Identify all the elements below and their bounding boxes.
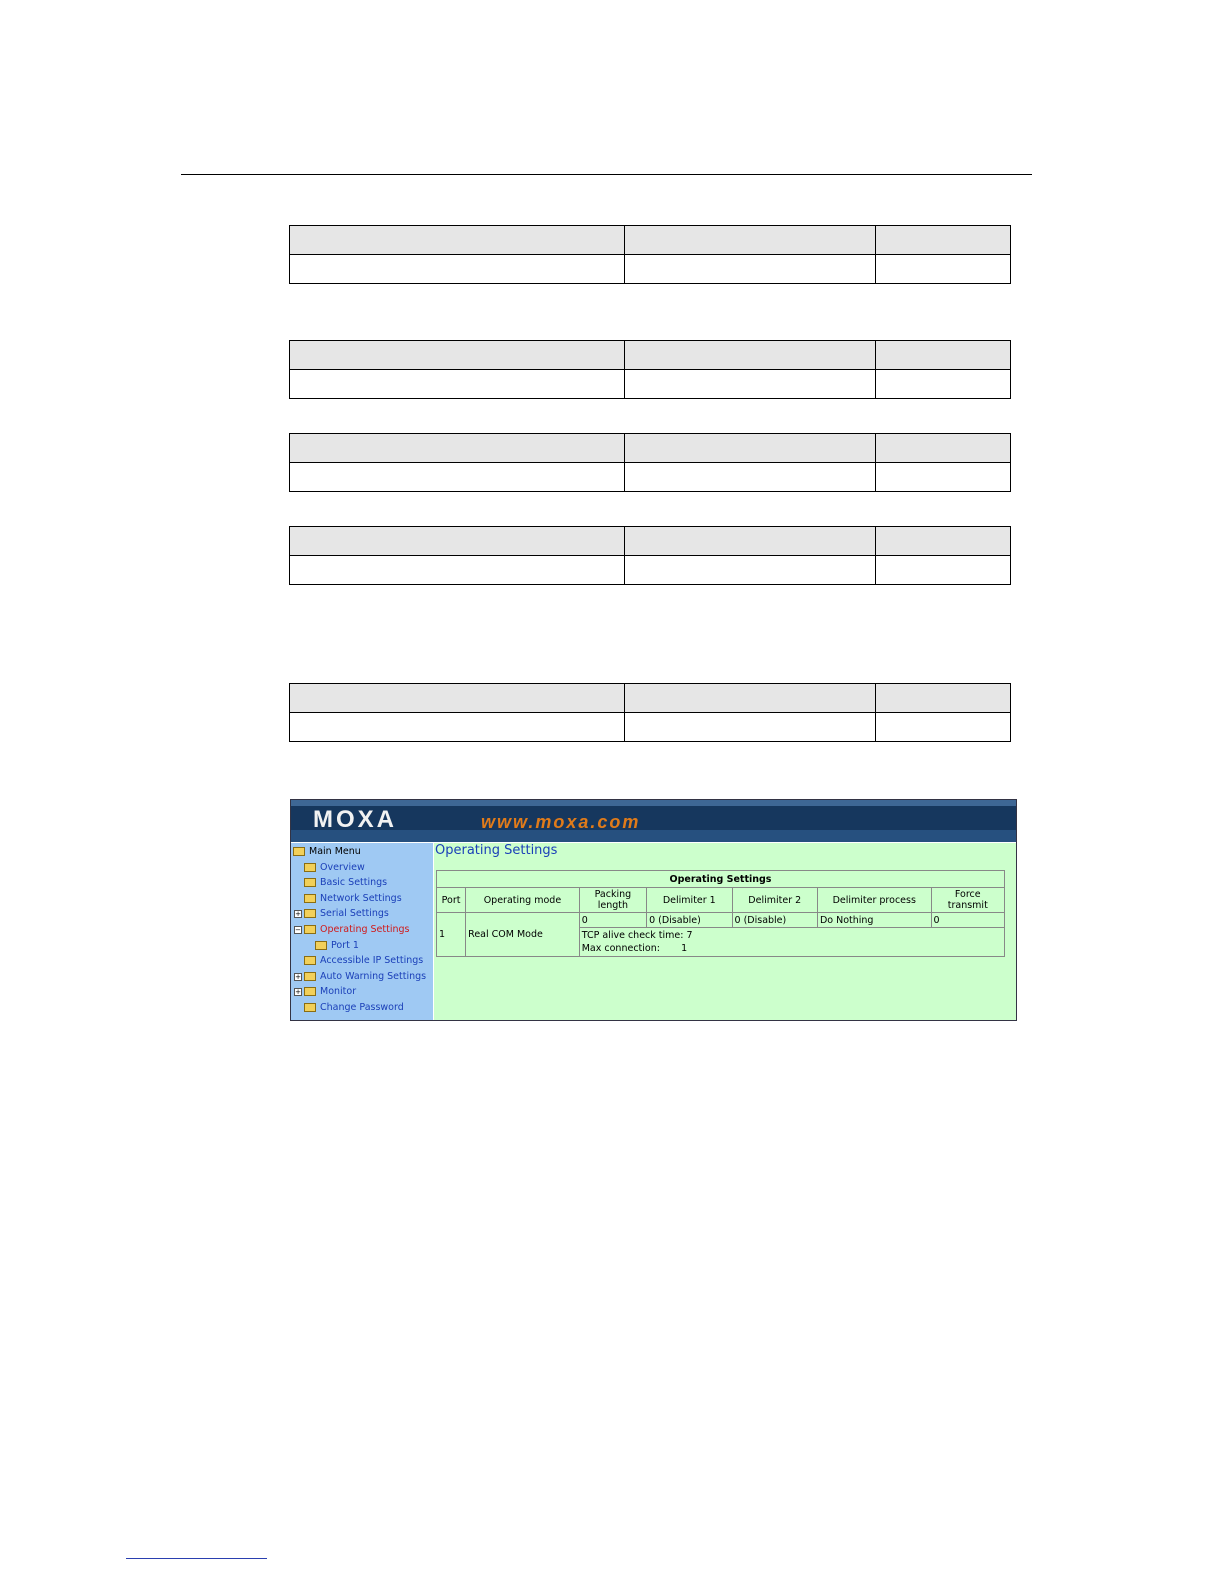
folder-icon: [304, 863, 316, 872]
menu-root[interactable]: Main Menu: [293, 845, 361, 859]
cell-packing: 0: [579, 913, 646, 928]
moxa-url[interactable]: www.moxa.com: [481, 812, 641, 832]
sidebar-item-network-settings[interactable]: Network Settings: [304, 892, 402, 906]
parameter-table-4: [289, 526, 1011, 585]
col-header: Delimiter process: [817, 888, 931, 913]
sidebar-item-port-1[interactable]: Port 1: [315, 939, 359, 953]
cell-port: 1: [437, 913, 466, 957]
col-header: Delimiter 1: [647, 888, 732, 913]
content-area: [434, 843, 1017, 1021]
col-header: Delimiter 2: [732, 888, 817, 913]
banner: [291, 800, 1017, 842]
col-header: Operating mode: [466, 888, 580, 913]
expand-icon[interactable]: +: [295, 973, 301, 981]
sidebar-item-monitor[interactable]: + Monitor: [295, 986, 357, 997]
folder-open-icon: [293, 847, 305, 856]
col-header: Packing length: [579, 888, 646, 913]
sidebar-item-serial-settings[interactable]: + Serial Settings: [295, 908, 389, 919]
folder-icon: [304, 987, 316, 996]
folder-icon: [304, 972, 316, 981]
folder-open-icon: [304, 925, 316, 934]
folder-icon: [304, 909, 316, 918]
operating-settings-table: [436, 870, 1005, 957]
cell-extra-settings: [579, 928, 1004, 957]
expand-icon[interactable]: +: [295, 910, 301, 918]
cell-delimiter-2: 0 (Disable): [732, 913, 817, 928]
folder-icon: [304, 956, 316, 965]
cell-force-transmit: 0: [931, 913, 1004, 928]
table-caption: Operating Settings: [437, 871, 1005, 888]
parameter-table-5: [289, 683, 1011, 742]
col-header: Port: [437, 888, 466, 913]
footer-link-underline: [126, 1558, 267, 1559]
sidebar-item-operating-settings[interactable]: − Operating Settings: [295, 924, 410, 935]
folder-icon: [304, 878, 316, 887]
expand-icon[interactable]: +: [295, 988, 301, 996]
collapse-icon[interactable]: −: [295, 926, 301, 934]
cell-mode: Real COM Mode: [466, 913, 580, 957]
moxa-logo: MOXA: [313, 806, 397, 833]
sidebar-menu: [291, 843, 433, 1021]
cell-delimiter-process: Do Nothing: [817, 913, 931, 928]
page-title: Operating Settings: [435, 843, 558, 858]
parameter-table-3: [289, 433, 1011, 492]
sidebar-item-change-password[interactable]: Change Password: [304, 1001, 404, 1015]
web-console-screenshot: [290, 799, 1017, 1021]
folder-icon: [304, 894, 316, 903]
tcp-alive-row: TCP alive check time: 7: [581, 930, 693, 941]
cell-delimiter-1: 0 (Disable): [647, 913, 732, 928]
sidebar-item-basic-settings[interactable]: Basic Settings: [304, 876, 387, 890]
sidebar-item-accessible-ip[interactable]: Accessible IP Settings: [304, 954, 423, 968]
col-header: Force transmit: [931, 888, 1004, 913]
header-rule: [181, 174, 1032, 175]
folder-icon: [304, 1003, 316, 1012]
parameter-table-2: [289, 340, 1011, 399]
max-connection-row: Max connection: 1: [581, 943, 688, 954]
parameter-table-1: [289, 225, 1011, 284]
sidebar-item-overview[interactable]: Overview: [304, 861, 365, 875]
folder-icon: [315, 941, 327, 950]
sidebar-item-auto-warning[interactable]: + Auto Warning Settings: [295, 971, 427, 982]
